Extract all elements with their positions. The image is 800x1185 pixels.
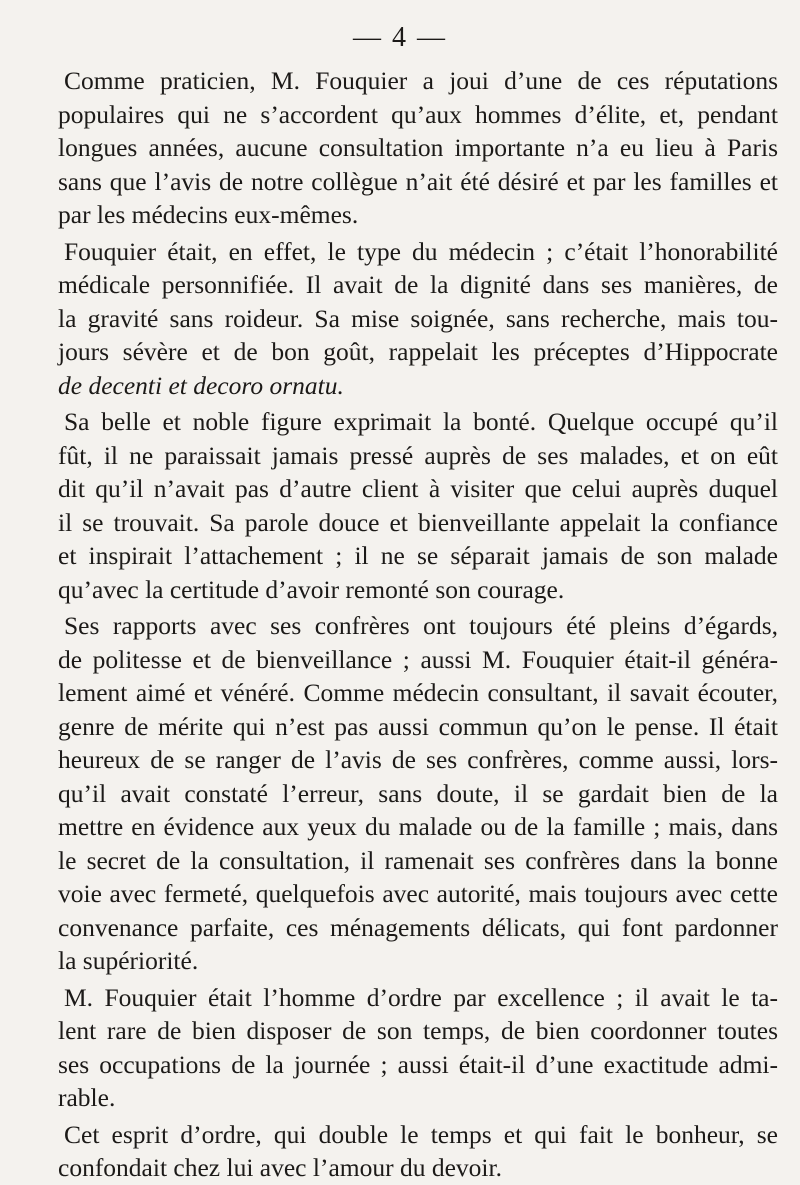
text-line: par les médecins eux-mêmes. — [58, 200, 359, 229]
body-text — [58, 64, 778, 1185]
text-line: populaires qui ne s’accordent qu’aux hommes d’élite, et, pendant — [58, 99, 778, 129]
paragraph-2 — [58, 235, 778, 403]
text-line: heureux de se ranger de l’avis de ses confrères, comme aussi, lors- — [58, 745, 778, 774]
text-line: il se trouvait. Sa parole douce et bienveillante appelait la confiance — [58, 507, 778, 537]
text-line: M. Fouquier était l’homme d’ordre par excellence ; il avait le ta- — [64, 982, 778, 1012]
paragraph-5 — [58, 981, 778, 1115]
text-line: qu’avec la certitude d’avoir remonté son courage. — [58, 574, 565, 604]
page-number: — 4 — — [353, 22, 447, 53]
text-line: lent rare de bien disposer de son temps, de bien coordonner toutes — [58, 1016, 778, 1045]
text-line: médicale personnifiée. Il avait de la dignité dans ses manières, de — [58, 270, 778, 299]
text-line: Sa belle et noble figure exprimait la bonté. Quelque occupé qu’il — [64, 407, 778, 436]
text-line: lement aimé et vénéré. Comme médecin consultant, il savait écouter, — [58, 678, 778, 707]
paragraph-6 — [58, 1118, 778, 1185]
text-line: de politesse et de bienveillance ; aussi M. Fouquier était-il généra- — [58, 644, 778, 674]
text-line: Comme praticien, M. Fouquier a joui d’une de ces réputations — [64, 66, 778, 95]
text-line: mettre en évidence aux yeux du malade ou de la famille ; mais, dans — [58, 812, 778, 841]
text-line: genre de mérite qui n’est pas aussi commun qu’on le pense. Il était — [58, 711, 778, 741]
text-line: confondait chez lui avec l’amour du devoir. — [58, 1153, 502, 1182]
text-line: qu’il avait constaté l’erreur, sans doute, il se gardait bien de la — [58, 778, 778, 808]
text-line: Cet esprit d’ordre, qui double le temps et qui fait le bonheur, se — [64, 1119, 778, 1149]
text-line: et inspirait l’attachement ; il ne se séparait jamais de son malade — [58, 541, 778, 570]
text-line: dit qu’il n’avait pas d’autre client à visiter que celui auprès duquel — [58, 474, 778, 503]
text-line: la gravité sans roideur. Sa mise soignée, sans recherche, mais tou- — [58, 303, 778, 333]
text-line: la supériorité. — [58, 946, 199, 975]
text-line: jours sévère et de bon goût, rappelait les préceptes d’Hippocrate — [58, 337, 778, 366]
latin-quote-line: de decenti et decoro ornatu. — [58, 370, 344, 400]
text-line: Ses rapports avec ses confrères ont toujours été pleins d’égards, — [64, 611, 778, 640]
text-line: longues années, aucune consultation importante n’a eu lieu à Paris — [58, 133, 778, 162]
text-line: le secret de la consultation, il ramenait ses confrères dans la bonne — [58, 845, 778, 875]
paragraph-1 — [58, 64, 778, 232]
text-line: convenance parfaite, ces ménagements délicats, qui font pardonner — [58, 912, 778, 942]
text-line: Fouquier était, en effet, le type du médecin ; c’était l’honorabilité — [64, 236, 778, 266]
text-line: rable. — [58, 1083, 116, 1112]
text-line: voie avec fermeté, quelquefois avec autorité, mais toujours avec cette — [58, 879, 778, 908]
text-line: ses occupations de la journée ; aussi était-il d’une exactitude admi- — [58, 1049, 778, 1079]
text-line: fût, il ne paraissait jamais pressé auprès de ses malades, et on eût — [58, 440, 778, 470]
paragraph-4 — [58, 609, 778, 978]
paragraph-3 — [58, 405, 778, 606]
text-line: sans que l’avis de notre collègue n’ait été désiré et par les familles et — [58, 166, 778, 196]
